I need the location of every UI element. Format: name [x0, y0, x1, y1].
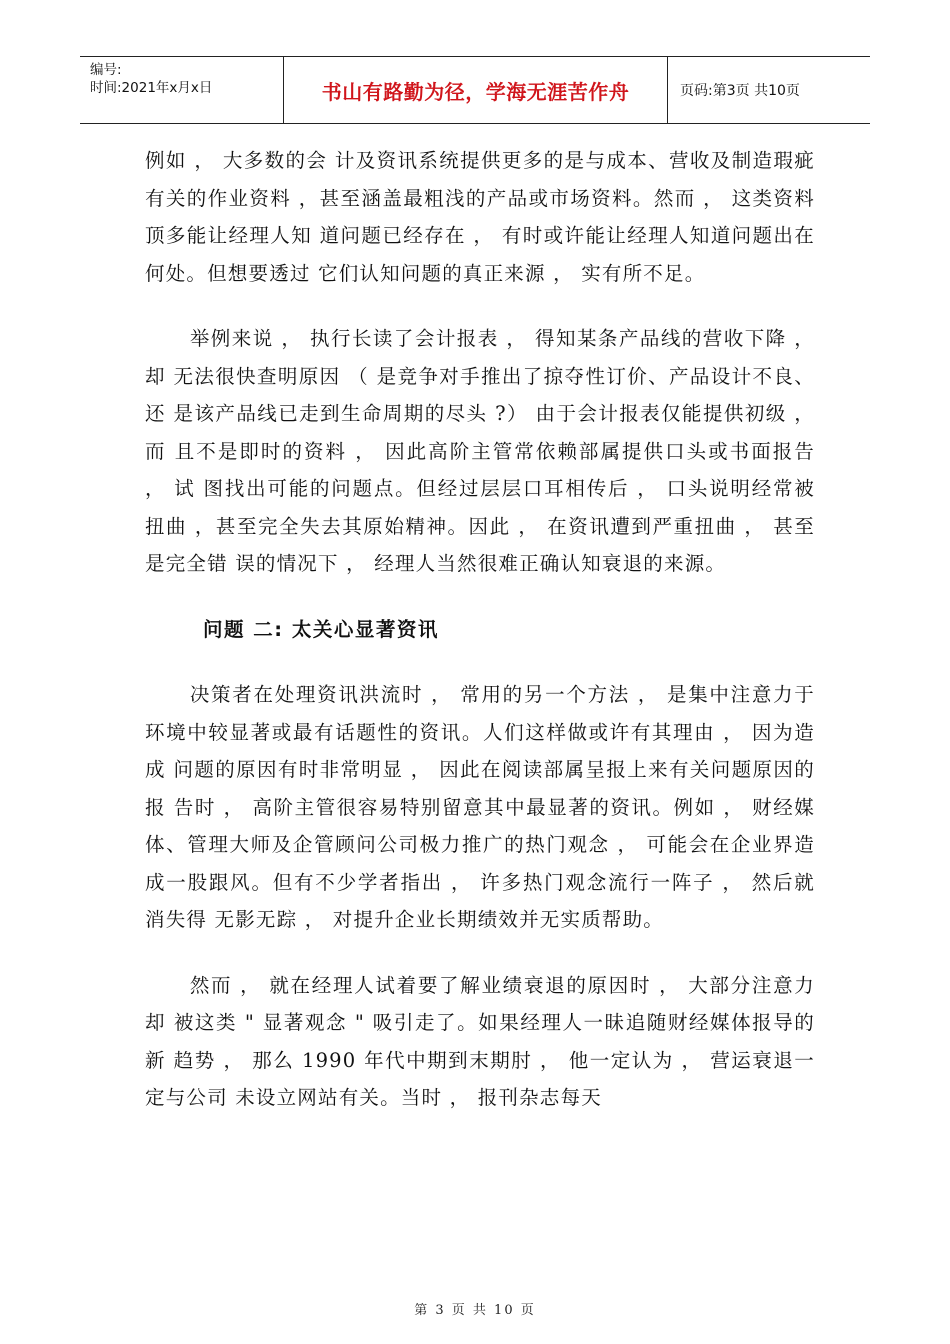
header-meta-cell — [80, 57, 284, 123]
paragraph-4: 然而 ， 就在经理人试着要了解业绩衰退的原因时 ， 大部分注意力却 被这类 " 显著观念 " 吸引走了。如果经理人一昧追随财经媒体报导的新 趋势 ， 那么 1990 年代中期到末期肘 ， 他一定认为 ， 营运衰退一定与公司 未设立网站有关。当时 ， 报刊杂志每天 — [145, 973, 815, 1109]
document-number-label: 编号: — [90, 62, 122, 78]
paragraph-3: 决策者在处理资讯洪流时 ， 常用的另一个方法 ， 是集中注意力于环境中较显著或最有话题性的资讯。人们这样做或许有其理由 ， 因为造成 问题的原因有时非常明显 ， 因此在阅读部属呈报上来有关问题原因的报 告时 ， 高阶主管很容易特别留意其中最显著的资讯。例如 ， 财经媒体、管理大师及企管顾问公司极力推广的热门观念 ， 可能会在企业界造成一股跟风。但有不少学者指出 ， 许多热门观念流行一阵子 ， 然后就消失得 无影无踪 ， 对提升企业长期绩效并无实质帮助。 — [145, 683, 815, 931]
section-heading: 问题 二: 太关心显著资讯 — [203, 617, 439, 641]
header-page-info: 页码:第3页 共10页 — [680, 83, 800, 99]
page-header — [80, 56, 870, 124]
page-footer: 第 3 页 共 10 页 — [414, 1303, 536, 1318]
document-time-label: 时间:2021年x月x日 — [90, 80, 213, 96]
header-motto: 书山有路勤为径，学海无涯苦作舟 — [284, 57, 668, 123]
document-body — [145, 142, 815, 1117]
paragraph-1: 例如 ， 大多数的会 计及资讯系统提供更多的是与成本、营收及制造瑕疵有关的作业资料 ，甚至涵盖最粗浅的产品或市场资料。然而 ， 这类资料顶多能让经理人知 道问题已经存在 ， 有时或许能让经理人知道问题出在何处。但想要透过 它们认知问题的真正来源 ， 实有所不足。 — [145, 149, 815, 285]
paragraph-2: 举例来说 ， 执行长读了会计报表 ， 得知某条产品线的营收下降 ， 却 无法很快查明原因 （ 是竞争对手推出了掠夺性订价、产品设计不良、还 是该产品线已走到生命周期的尽头 ?） 由于会计报表仅能提供初级 ， 而 且不是即时的资料 ， 因此高阶主管常依赖部属提供口头或书面报告 ， 试 图找出可能的问题点。但经过层层口耳相传后 ， 口头说明经常被扭曲 ，甚至完全失去其原始精神。因此 ， 在资讯遭到严重扭曲 ， 甚至是完全错 误的情况下 ， 经理人当然很难正确认知衰退的来源。 — [145, 327, 815, 575]
